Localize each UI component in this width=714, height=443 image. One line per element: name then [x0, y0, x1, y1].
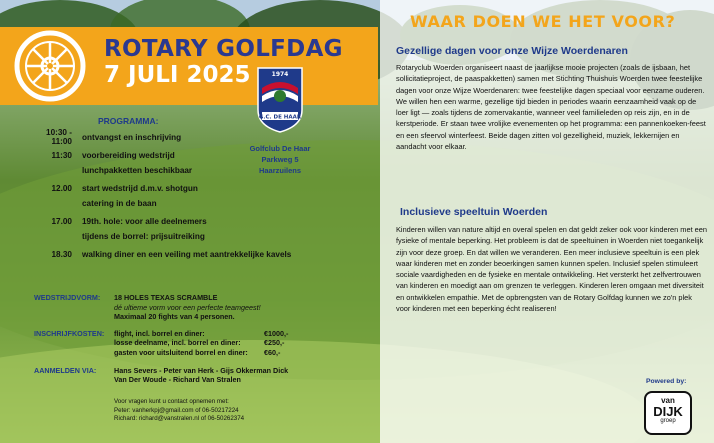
program-time: 18.30	[51, 250, 72, 260]
fee-item: flight, incl. borrel en diner: €1000,-	[114, 328, 289, 338]
program-time: 11:30	[51, 151, 72, 161]
fees-label: INSCHRIJFKOSTEN:	[34, 328, 105, 338]
fee-item: gasten voor uitsluitend borrel en diner: €60,-	[114, 347, 281, 357]
contact-richard[interactable]: Richard: richard@vanstralen.nl of 06-50262374	[114, 415, 245, 423]
powered-by-label: Powered by:	[646, 378, 687, 385]
program-row	[34, 215, 374, 230]
program-time: 17.00	[51, 217, 72, 227]
event-title: ROTARY GOLFDAG	[104, 36, 343, 62]
contact-intro: Voor vragen kunt u contact opnemen met:	[114, 398, 229, 405]
program-desc: 19th. hole: voor alle deelnemers	[82, 217, 207, 227]
rotary-wheel-logo	[14, 30, 86, 102]
program-row	[34, 130, 374, 145]
club-logo-year: 1974	[271, 71, 289, 78]
event-date: 7 JULI 2025	[104, 62, 251, 88]
program-list	[34, 130, 374, 262]
cause-heading: WAAR DOEN WE HET VOOR?	[410, 12, 676, 31]
program-desc: walking diner en een veiling met aantrekkelijke kavels	[82, 250, 292, 260]
contact-peter[interactable]: Peter: vanherkpj@gmail.com of 06-50217224	[114, 406, 239, 414]
golfclub-de-haar-logo	[256, 66, 304, 134]
program-row	[34, 248, 374, 263]
section-text-playground: Kinderen willen van nature altijd en overal spelen en dat geldt zeker ook voor kinderen met een fysieke of mentale beperking. Het probleem is dat de speeltuinen in Woerden niet toegankelijk zijn voor deze groep. En dat willen we veranderen. Een meer inclusieve speeltuin is een plek waar kinderen met en zonder beoerkingen samen kunnen spelen. Inclusief spelen stimuleert sociale vaardigheden en de fysieke en mentale ontwikkeling. Het versterkt het zelfvertrouwen van kinderen en moedigt aan om grenzen te verleggen. Kinderen leren omgaan met diversiteit en ontwikkelen empathie. Met de opbrengsten van de Rotary Golfdag kunnen we zo'n plek voor kinderen met een beperking écht realiseren!	[396, 225, 708, 314]
right-column	[380, 0, 714, 443]
format-max: Maximaal 20 fights van 4 personen.	[114, 312, 235, 322]
program-row	[34, 196, 374, 211]
program-desc: lunchpakketten beschikbaar	[82, 165, 193, 175]
venue-name: Golfclub De Haar	[249, 144, 311, 153]
program-row	[34, 149, 374, 164]
section-title-playground: Inclusieve speeltuin Woerden	[400, 206, 548, 218]
format-note: dé ultieme vorm voor een perfecte teamgeest!	[114, 302, 261, 312]
format-value: 18 HOLES TEXAS SCRAMBLE	[114, 293, 218, 302]
venue-city: Haarzuilens	[258, 166, 302, 175]
program-title: PROGRAMMA:	[98, 116, 159, 126]
program-desc: start wedstrijd d.m.v. shotgun	[82, 184, 198, 194]
event-details	[34, 293, 374, 385]
van-dijk-groep-logo: van DIJK groep	[644, 391, 692, 435]
format-row	[34, 293, 374, 322]
section-text-elderly: Rotaryclub Woerden organiseert naast de jaarlijkse mooie projecten (zoals de ijsbaan, het sollicitatieproject, de paaspakketten) samen met Stichting Thuishuis Woerden twee feestelijke dagen voor onze Wijze Woerdenaren: twee feestelijke dagen speciaal voor eenzame ouderen. We willen hen een warme, gezellige tijd bieden in periodes waarin eenzaamheid vaak op de loer ligt — zoals tijdens de zomervakantie, wanneer veel familieleden op reis zijn, en in de kerstperiode. Er staan twee vrolijke evenementen op het programma: een pannenkoeken-feest en een sfeervol winterfeest. Beide dagen zitten vol gezelligheid, muziek, lekkernijen en aandacht voor elkaar.	[396, 63, 706, 152]
program-row	[34, 163, 374, 178]
venue-street: Parkweg 5	[261, 155, 299, 164]
format-label: WEDSTRIJDVORM:	[34, 293, 101, 302]
program-time: 10:30 - 11:00	[46, 128, 72, 147]
club-logo-name: G.C. DE HAAR	[258, 114, 302, 121]
program-desc: voorbereiding wedstrijd	[82, 151, 175, 161]
section-title-elderly: Gezellige dagen voor onze Wijze Woerdenaren	[396, 45, 628, 57]
program-time: 12.00	[51, 184, 72, 194]
signup-names: Hans Severs - Peter van Herk - Gijs Okkerman Dick	[114, 365, 289, 375]
program-row	[34, 229, 374, 244]
program-desc: tijdens de borrel: prijsuitreiking	[82, 231, 205, 241]
fees-row	[34, 329, 374, 358]
signup-names-2: Van Der Woude - Richard Van Stralen	[114, 375, 241, 385]
program-row	[34, 182, 374, 197]
signup-label: AANMELDEN VIA:	[34, 365, 97, 375]
fee-item: losse deelname, incl. borrel en diner: €250,-	[114, 338, 285, 348]
program-desc: catering in de baan	[82, 198, 157, 208]
program-desc: ontvangst en inschrijving	[82, 132, 182, 142]
contact-info	[114, 398, 244, 424]
signup-row	[34, 366, 374, 385]
